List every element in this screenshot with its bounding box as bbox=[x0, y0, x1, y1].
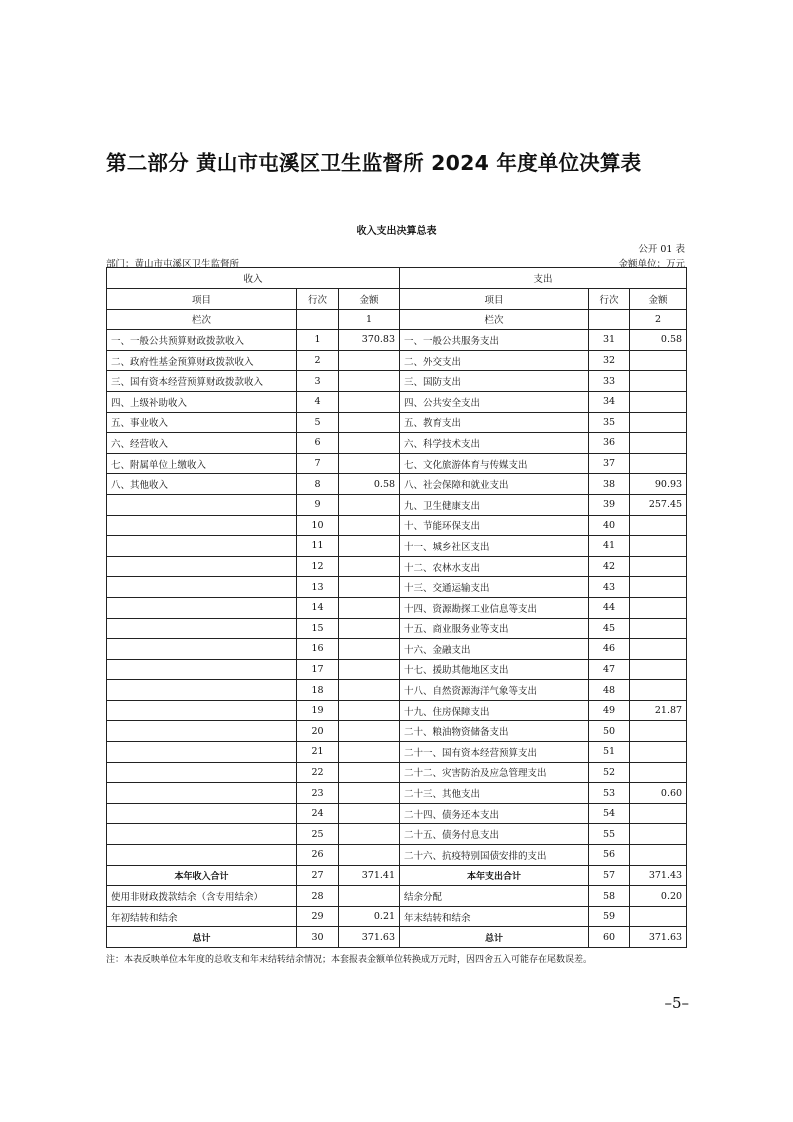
income-line-header: 行次 bbox=[297, 289, 339, 310]
expense-line-cell: 37 bbox=[589, 453, 630, 474]
income-line-cell: 21 bbox=[297, 742, 339, 763]
income-line-cell: 13 bbox=[297, 577, 339, 598]
expense-amount-cell bbox=[630, 515, 687, 536]
expense-amount-cell bbox=[630, 742, 687, 763]
table-row bbox=[107, 721, 687, 742]
expense-group-header: 支出 bbox=[400, 268, 687, 289]
expense-line-cell: 55 bbox=[589, 824, 630, 845]
income-line-cell: 24 bbox=[297, 803, 339, 824]
income-item-cell bbox=[107, 824, 297, 845]
table-row bbox=[107, 474, 687, 495]
table-row bbox=[107, 350, 687, 371]
expense-line-cell: 35 bbox=[589, 412, 630, 433]
expense-line-cell: 52 bbox=[589, 762, 630, 783]
expense-amount-cell: 0.58 bbox=[630, 330, 687, 351]
income-line-cell: 10 bbox=[297, 515, 339, 536]
income-line-cell: 7 bbox=[297, 453, 339, 474]
amount-unit-label: 金额单位：万元 bbox=[618, 259, 685, 270]
expense-line-cell: 57 bbox=[589, 865, 630, 886]
expense-column-index-label: 栏次 bbox=[400, 309, 589, 330]
income-line-cell: 11 bbox=[297, 536, 339, 557]
expense-line-cell: 50 bbox=[589, 721, 630, 742]
expense-amount-cell bbox=[630, 639, 687, 660]
expense-item-cell: 年末结转和结余 bbox=[400, 906, 589, 927]
expense-item-cell: 七、文化旅游体育与传媒支出 bbox=[400, 453, 589, 474]
expense-line-cell: 56 bbox=[589, 845, 630, 866]
expense-item-cell: 二、外交支出 bbox=[400, 350, 589, 371]
table-row bbox=[107, 927, 687, 948]
expense-item-cell: 十二、农林水支出 bbox=[400, 556, 589, 577]
income-amount-cell: 371.63 bbox=[339, 927, 400, 948]
table-row bbox=[107, 865, 687, 886]
expense-item-cell: 二十六、抗疫特别国债安排的支出 bbox=[400, 845, 589, 866]
column-header-row bbox=[107, 289, 687, 310]
expense-amount-cell bbox=[630, 845, 687, 866]
expense-amount-cell: 257.45 bbox=[630, 494, 687, 515]
income-item-cell bbox=[107, 762, 297, 783]
expense-amount-cell bbox=[630, 659, 687, 680]
income-amount-cell bbox=[339, 350, 400, 371]
expense-amount-cell bbox=[630, 453, 687, 474]
income-line-cell: 25 bbox=[297, 824, 339, 845]
expense-item-cell: 结余分配 bbox=[400, 886, 589, 907]
table-row bbox=[107, 618, 687, 639]
table-row bbox=[107, 453, 687, 474]
income-amount-header: 金额 bbox=[339, 289, 400, 310]
table-row bbox=[107, 700, 687, 721]
expense-line-cell: 44 bbox=[589, 597, 630, 618]
income-item-cell bbox=[107, 659, 297, 680]
income-line-cell: 19 bbox=[297, 700, 339, 721]
expense-amount-cell bbox=[630, 391, 687, 412]
income-line-cell: 27 bbox=[297, 865, 339, 886]
expense-item-cell: 十四、资源勘探工业信息等支出 bbox=[400, 597, 589, 618]
expense-line-cell: 54 bbox=[589, 803, 630, 824]
expense-amount-cell bbox=[630, 824, 687, 845]
income-line-cell: 5 bbox=[297, 412, 339, 433]
income-amount-cell bbox=[339, 659, 400, 680]
income-item-cell bbox=[107, 556, 297, 577]
income-amount-cell: 0.21 bbox=[339, 906, 400, 927]
income-item-cell: 六、经营收入 bbox=[107, 433, 297, 454]
income-amount-cell bbox=[339, 700, 400, 721]
expense-item-cell: 十、节能环保支出 bbox=[400, 515, 589, 536]
expense-line-cell: 39 bbox=[589, 494, 630, 515]
expense-line-cell: 58 bbox=[589, 886, 630, 907]
expense-amount-cell bbox=[630, 412, 687, 433]
expense-line-cell: 46 bbox=[589, 639, 630, 660]
expense-item-cell: 一、一般公共服务支出 bbox=[400, 330, 589, 351]
income-item-cell: 三、国有资本经营预算财政拨款收入 bbox=[107, 371, 297, 392]
expense-item-cell: 十八、自然资源海洋气象等支出 bbox=[400, 680, 589, 701]
table-row bbox=[107, 824, 687, 845]
expense-item-cell: 五、教育支出 bbox=[400, 412, 589, 433]
expense-item-cell: 四、公共安全支出 bbox=[400, 391, 589, 412]
footnote: 注：本表反映单位本年度的总收支和年末结转结余情况；本套报表金额单位转换成万元时，因四舍五入可能存在尾数误差。 bbox=[106, 955, 593, 965]
income-column-index-label: 栏次 bbox=[107, 309, 297, 330]
income-amount-cell bbox=[339, 391, 400, 412]
expense-line-cell: 41 bbox=[589, 536, 630, 557]
expense-amount-cell bbox=[630, 597, 687, 618]
income-amount-cell: 371.41 bbox=[339, 865, 400, 886]
income-amount-cell bbox=[339, 845, 400, 866]
income-amount-cell bbox=[339, 886, 400, 907]
income-amount-cell bbox=[339, 371, 400, 392]
income-line-cell: 30 bbox=[297, 927, 339, 948]
income-amount-cell bbox=[339, 515, 400, 536]
expense-item-cell: 总计 bbox=[400, 927, 589, 948]
table-row bbox=[107, 494, 687, 515]
expense-line-cell: 42 bbox=[589, 556, 630, 577]
income-item-cell bbox=[107, 721, 297, 742]
income-amount-cell bbox=[339, 783, 400, 804]
table-row bbox=[107, 659, 687, 680]
expense-item-cell: 十五、商业服务业等支出 bbox=[400, 618, 589, 639]
income-item-cell: 使用非财政拨款结余（含专用结余） bbox=[107, 886, 297, 907]
income-amount-cell bbox=[339, 618, 400, 639]
expense-line-cell: 49 bbox=[589, 700, 630, 721]
income-line-cell: 20 bbox=[297, 721, 339, 742]
income-item-cell bbox=[107, 494, 297, 515]
expense-line-cell: 43 bbox=[589, 577, 630, 598]
income-amount-cell bbox=[339, 680, 400, 701]
income-item-cell: 八、其他收入 bbox=[107, 474, 297, 495]
income-item-header: 项目 bbox=[107, 289, 297, 310]
income-line-cell: 6 bbox=[297, 433, 339, 454]
expense-item-cell: 八、社会保障和就业支出 bbox=[400, 474, 589, 495]
empty-cell bbox=[589, 309, 630, 330]
income-item-cell bbox=[107, 700, 297, 721]
expense-line-cell: 32 bbox=[589, 350, 630, 371]
income-line-cell: 1 bbox=[297, 330, 339, 351]
empty-cell bbox=[297, 309, 339, 330]
expense-item-cell: 十三、交通运输支出 bbox=[400, 577, 589, 598]
expense-line-cell: 36 bbox=[589, 433, 630, 454]
income-item-cell bbox=[107, 515, 297, 536]
expense-amount-cell: 21.87 bbox=[630, 700, 687, 721]
expense-line-cell: 45 bbox=[589, 618, 630, 639]
income-line-cell: 28 bbox=[297, 886, 339, 907]
income-amount-cell bbox=[339, 494, 400, 515]
expense-line-cell: 60 bbox=[589, 927, 630, 948]
income-line-cell: 9 bbox=[297, 494, 339, 515]
table-row bbox=[107, 845, 687, 866]
expense-item-header: 项目 bbox=[400, 289, 589, 310]
income-amount-cell bbox=[339, 453, 400, 474]
income-line-cell: 4 bbox=[297, 391, 339, 412]
income-amount-cell bbox=[339, 742, 400, 763]
income-line-cell: 23 bbox=[297, 783, 339, 804]
expense-line-cell: 31 bbox=[589, 330, 630, 351]
expense-column-index: 2 bbox=[630, 309, 687, 330]
expense-item-cell: 九、卫生健康支出 bbox=[400, 494, 589, 515]
expense-amount-cell bbox=[630, 906, 687, 927]
table-row bbox=[107, 680, 687, 701]
income-line-cell: 14 bbox=[297, 597, 339, 618]
expense-amount-cell bbox=[630, 680, 687, 701]
income-amount-cell bbox=[339, 536, 400, 557]
page-heading: 第二部分 黄山市屯溪区卫生监督所 2024 年度单位决算表 bbox=[106, 151, 642, 175]
income-amount-cell bbox=[339, 556, 400, 577]
expense-amount-cell: 0.20 bbox=[630, 886, 687, 907]
table-row bbox=[107, 515, 687, 536]
income-item-cell: 五、事业收入 bbox=[107, 412, 297, 433]
expense-amount-cell: 371.43 bbox=[630, 865, 687, 886]
expense-amount-cell bbox=[630, 350, 687, 371]
income-amount-cell bbox=[339, 824, 400, 845]
group-header-row bbox=[107, 268, 687, 289]
expense-line-cell: 38 bbox=[589, 474, 630, 495]
table-row bbox=[107, 391, 687, 412]
expense-amount-cell bbox=[630, 618, 687, 639]
department-label: 部门：黄山市屯溪区卫生监督所 bbox=[106, 259, 240, 270]
expense-amount-cell: 0.60 bbox=[630, 783, 687, 804]
expense-item-cell: 十六、金融支出 bbox=[400, 639, 589, 660]
income-amount-cell bbox=[339, 433, 400, 454]
income-amount-cell: 370.83 bbox=[339, 330, 400, 351]
expense-item-cell: 本年支出合计 bbox=[400, 865, 589, 886]
table-row bbox=[107, 412, 687, 433]
column-index-row bbox=[107, 309, 687, 330]
income-group-header: 收入 bbox=[107, 268, 400, 289]
expense-item-cell: 二十一、国有资本经营预算支出 bbox=[400, 742, 589, 763]
expense-line-cell: 33 bbox=[589, 371, 630, 392]
income-item-cell: 七、附属单位上缴收入 bbox=[107, 453, 297, 474]
table-row bbox=[107, 803, 687, 824]
table-row bbox=[107, 330, 687, 351]
income-item-cell: 二、政府性基金预算财政拨款收入 bbox=[107, 350, 297, 371]
expense-item-cell: 二十二、灾害防治及应急管理支出 bbox=[400, 762, 589, 783]
expense-amount-cell bbox=[630, 371, 687, 392]
income-line-cell: 26 bbox=[297, 845, 339, 866]
table-row bbox=[107, 577, 687, 598]
expense-item-cell: 六、科学技术支出 bbox=[400, 433, 589, 454]
income-column-index: 1 bbox=[339, 309, 400, 330]
table-row bbox=[107, 762, 687, 783]
expense-item-cell: 二十四、债务还本支出 bbox=[400, 803, 589, 824]
income-line-cell: 17 bbox=[297, 659, 339, 680]
income-expense-table bbox=[106, 267, 687, 948]
income-item-cell: 本年收入合计 bbox=[107, 865, 297, 886]
income-line-cell: 12 bbox=[297, 556, 339, 577]
expense-amount-header: 金额 bbox=[630, 289, 687, 310]
income-item-cell: 一、一般公共预算财政拨款收入 bbox=[107, 330, 297, 351]
expense-item-cell: 十九、住房保障支出 bbox=[400, 700, 589, 721]
expense-amount-cell: 90.93 bbox=[630, 474, 687, 495]
expense-line-cell: 47 bbox=[589, 659, 630, 680]
income-amount-cell bbox=[339, 412, 400, 433]
income-amount-cell bbox=[339, 721, 400, 742]
income-item-cell bbox=[107, 680, 297, 701]
table-body bbox=[107, 330, 687, 948]
income-item-cell: 年初结转和结余 bbox=[107, 906, 297, 927]
income-amount-cell bbox=[339, 639, 400, 660]
expense-line-cell: 48 bbox=[589, 680, 630, 701]
income-line-cell: 15 bbox=[297, 618, 339, 639]
expense-amount-cell bbox=[630, 556, 687, 577]
income-item-cell bbox=[107, 803, 297, 824]
form-code: 公开 01 表 bbox=[638, 244, 685, 255]
expense-line-cell: 53 bbox=[589, 783, 630, 804]
income-item-cell bbox=[107, 845, 297, 866]
income-amount-cell bbox=[339, 762, 400, 783]
expense-amount-cell bbox=[630, 762, 687, 783]
income-item-cell bbox=[107, 783, 297, 804]
income-item-cell bbox=[107, 639, 297, 660]
income-line-cell: 22 bbox=[297, 762, 339, 783]
income-amount-cell bbox=[339, 577, 400, 598]
table-row bbox=[107, 906, 687, 927]
income-line-cell: 3 bbox=[297, 371, 339, 392]
income-line-cell: 16 bbox=[297, 639, 339, 660]
income-line-cell: 29 bbox=[297, 906, 339, 927]
income-item-cell bbox=[107, 618, 297, 639]
expense-amount-cell bbox=[630, 577, 687, 598]
income-amount-cell: 0.58 bbox=[339, 474, 400, 495]
expense-amount-cell: 371.63 bbox=[630, 927, 687, 948]
income-amount-cell bbox=[339, 597, 400, 618]
table-row bbox=[107, 556, 687, 577]
expense-line-cell: 40 bbox=[589, 515, 630, 536]
expense-item-cell: 二十、粮油物资储备支出 bbox=[400, 721, 589, 742]
expense-line-header: 行次 bbox=[589, 289, 630, 310]
income-item-cell bbox=[107, 577, 297, 598]
expense-line-cell: 59 bbox=[589, 906, 630, 927]
expense-amount-cell bbox=[630, 721, 687, 742]
table-row bbox=[107, 433, 687, 454]
expense-item-cell: 二十三、其他支出 bbox=[400, 783, 589, 804]
expense-amount-cell bbox=[630, 536, 687, 557]
expense-line-cell: 34 bbox=[589, 391, 630, 412]
income-item-cell bbox=[107, 536, 297, 557]
expense-item-cell: 十七、援助其他地区支出 bbox=[400, 659, 589, 680]
income-line-cell: 8 bbox=[297, 474, 339, 495]
table-row bbox=[107, 886, 687, 907]
income-line-cell: 2 bbox=[297, 350, 339, 371]
table-row bbox=[107, 783, 687, 804]
income-item-cell: 四、上级补助收入 bbox=[107, 391, 297, 412]
income-item-cell bbox=[107, 742, 297, 763]
expense-line-cell: 51 bbox=[589, 742, 630, 763]
page-number: –5– bbox=[664, 994, 689, 1012]
expense-item-cell: 二十五、债务付息支出 bbox=[400, 824, 589, 845]
expense-item-cell: 三、国防支出 bbox=[400, 371, 589, 392]
table-row bbox=[107, 742, 687, 763]
table-row bbox=[107, 597, 687, 618]
income-item-cell: 总计 bbox=[107, 927, 297, 948]
table-title: 收入支出决算总表 bbox=[356, 226, 437, 237]
expense-item-cell: 十一、城乡社区支出 bbox=[400, 536, 589, 557]
table-row bbox=[107, 536, 687, 557]
income-amount-cell bbox=[339, 803, 400, 824]
table-row bbox=[107, 371, 687, 392]
income-line-cell: 18 bbox=[297, 680, 339, 701]
expense-amount-cell bbox=[630, 433, 687, 454]
expense-amount-cell bbox=[630, 803, 687, 824]
income-item-cell bbox=[107, 597, 297, 618]
table-row bbox=[107, 639, 687, 660]
